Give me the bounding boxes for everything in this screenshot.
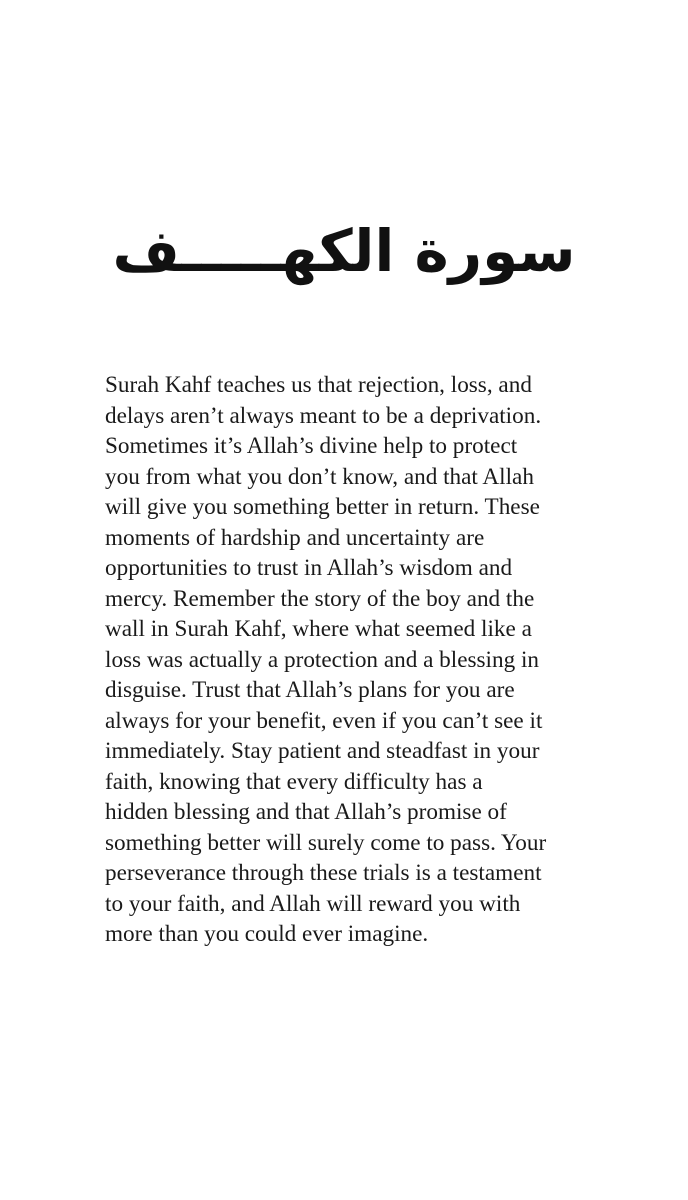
text-line: wall in Surah Kahf, where what seemed like a xyxy=(105,616,532,642)
text-line: perseverance through these trials is a testament xyxy=(105,860,542,886)
text-line: to your faith, and Allah will reward you with xyxy=(105,890,521,917)
text-line: you from what you don’t know, and that Allah xyxy=(105,463,534,490)
surah-title: سورة الكهـــــف xyxy=(112,217,576,285)
text-line: faith, knowing that every difficulty has a xyxy=(105,768,483,795)
text-line: loss was actually a protection and a blessing in xyxy=(105,646,540,673)
text-line: Sometimes it’s Allah’s divine help to protect xyxy=(105,433,518,459)
text-line: Surah Kahf teaches us that rejection, loss, and xyxy=(105,372,532,398)
text-line: hidden blessing and that Allah’s promise of xyxy=(105,799,507,825)
text-line: mercy. Remember the story of the boy and the xyxy=(105,585,535,612)
text-line: more than you could ever imagine. xyxy=(105,921,429,947)
text-line: always for your benefit, even if you can’t see it xyxy=(105,707,543,734)
text-line: disguise. Trust that Allah’s plans for you are xyxy=(105,677,515,703)
text-line: will give you something better in return. These xyxy=(105,494,540,520)
text-line: opportunities to trust in Allah’s wisdom and xyxy=(105,555,513,581)
text-line: delays aren’t always meant to be a deprivation. xyxy=(105,402,542,429)
text-line: something better will surely come to pass. Your xyxy=(105,829,547,856)
body-paragraph xyxy=(105,370,595,950)
text-line: immediately. Stay patient and steadfast in your xyxy=(105,738,540,764)
text-line: moments of hardship and uncertainty are xyxy=(105,524,485,551)
